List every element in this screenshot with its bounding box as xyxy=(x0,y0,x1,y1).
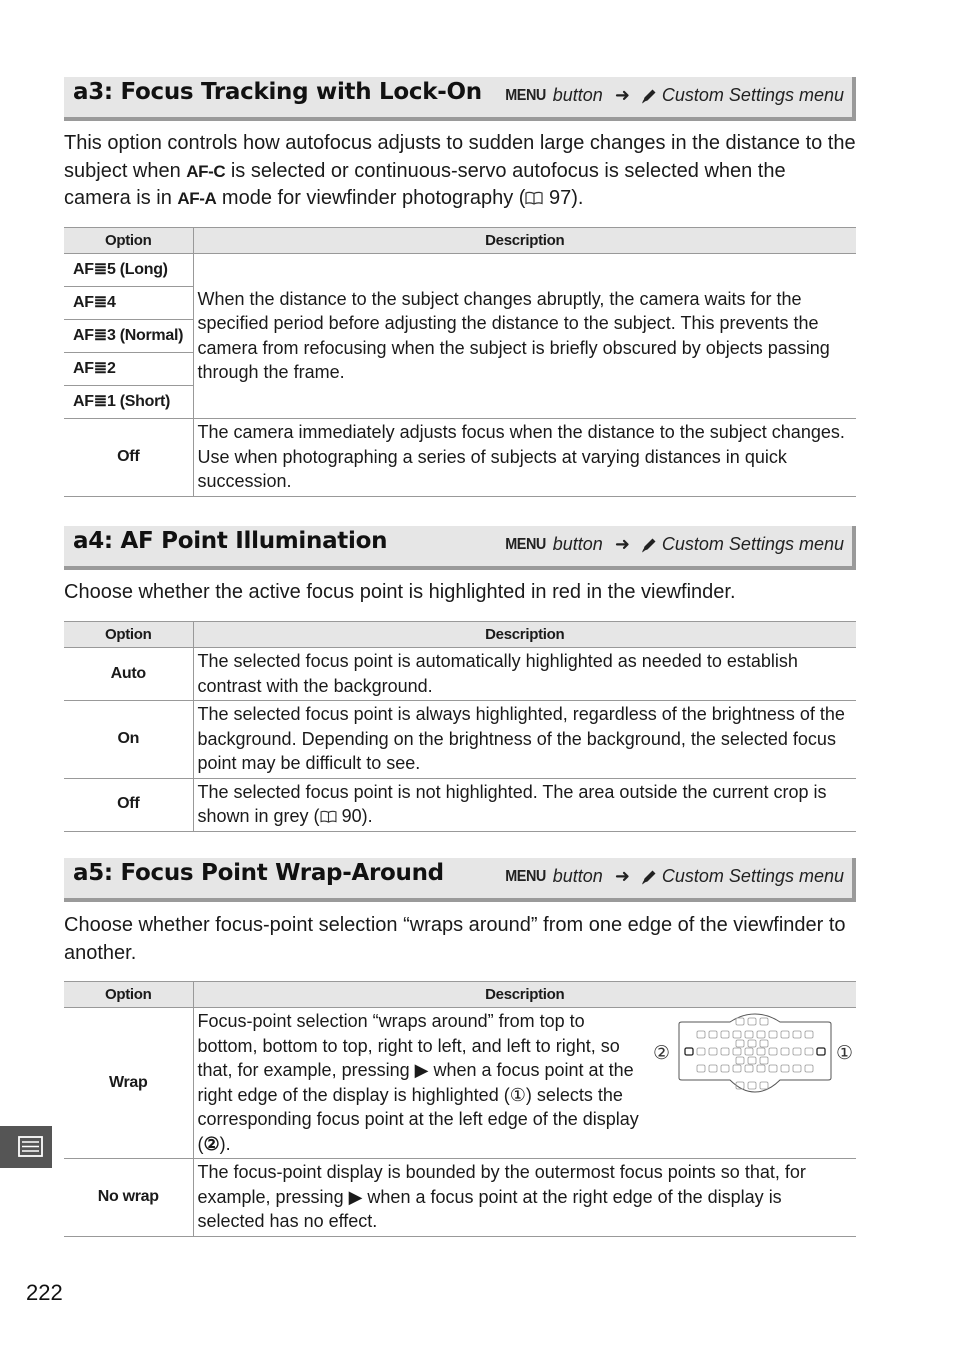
focus-point xyxy=(760,1082,768,1089)
page-number: 222 xyxy=(26,1280,63,1305)
menu-path xyxy=(503,866,844,887)
af-delay-symbol: AF≣ xyxy=(73,359,107,377)
section-title: a4: AF Point Illumination xyxy=(73,528,388,554)
pencil-icon xyxy=(640,87,658,105)
section-title: a5: Focus Point Wrap-Around xyxy=(73,860,444,886)
menu-name: Custom Settings menu xyxy=(661,866,844,886)
option-cell xyxy=(64,386,193,419)
intro-text: mode for viewfinder photography ( xyxy=(216,187,526,209)
a3-options-table xyxy=(64,227,856,497)
focus-point xyxy=(781,1031,789,1038)
focus-point xyxy=(793,1031,801,1038)
option-auto: Auto xyxy=(64,648,193,701)
focus-point xyxy=(736,1040,744,1047)
col-description: Description xyxy=(193,228,856,254)
focus-point xyxy=(757,1065,765,1072)
focus-point xyxy=(721,1048,729,1055)
right-arrow-icon: ▶ xyxy=(414,1060,429,1080)
focus-point xyxy=(697,1031,705,1038)
focus-point xyxy=(745,1048,753,1055)
focus-point xyxy=(709,1031,717,1038)
option-cell xyxy=(64,353,193,386)
col-description: Description xyxy=(193,622,856,648)
afa-mode: AF-A xyxy=(177,189,217,208)
focus-point xyxy=(793,1065,801,1072)
afc-mode: AF-C xyxy=(186,161,226,181)
arrow-icon: ➜ xyxy=(614,85,630,106)
arrow-icon: ➜ xyxy=(614,534,630,555)
desc-text: The selected focus point is not highlighted. The area outside the current crop is shown in grey ( xyxy=(197,781,827,826)
focus-point xyxy=(748,1082,756,1089)
col-option: Option xyxy=(64,982,193,1008)
page-ref: 97 xyxy=(549,187,572,209)
focus-point xyxy=(748,1018,756,1025)
desc-text: when a focus point at the right edge of the display is highlighted ( xyxy=(197,1060,634,1105)
section-header-a5 xyxy=(64,858,856,902)
option-cell xyxy=(64,287,193,320)
option-label: 4 xyxy=(107,293,116,311)
focus-point xyxy=(721,1031,729,1038)
focus-point xyxy=(769,1065,777,1072)
af-delay-symbol: AF≣ xyxy=(73,392,107,410)
focus-point xyxy=(805,1031,813,1038)
button-word: button xyxy=(552,534,603,554)
description-off xyxy=(193,778,856,831)
diagram-marker-2: ② xyxy=(653,1042,671,1064)
focus-point xyxy=(760,1018,768,1025)
section-header-a3 xyxy=(64,77,856,121)
description-off: The camera immediately adjusts focus when the distance to the subject changes. Use when photographing a series of subjects at varying distances in quick succession. xyxy=(193,419,856,497)
wrap-text xyxy=(198,1009,640,1156)
focus-point xyxy=(769,1031,777,1038)
a4-intro: Choose whether the active focus point is highlighted in red in the viewfinder. xyxy=(64,581,736,603)
focus-point-diagram xyxy=(652,1012,858,1094)
option-off: Off xyxy=(64,778,193,831)
focus-point xyxy=(697,1065,705,1072)
arrow-icon: ➜ xyxy=(614,866,630,887)
focus-point xyxy=(736,1018,744,1025)
right-arrow-icon: ▶ xyxy=(348,1186,363,1207)
af-delay-symbol: AF≣ xyxy=(73,326,107,344)
focus-point xyxy=(733,1048,741,1055)
col-option: Option xyxy=(64,228,193,254)
menu-label: MENU xyxy=(504,86,546,104)
focus-point xyxy=(757,1031,765,1038)
focus-point xyxy=(733,1031,741,1038)
menu-name: Custom Settings menu xyxy=(661,85,844,105)
diagram-marker-1: ① xyxy=(836,1042,854,1064)
a5-intro: Choose whether focus-point selection “wraps around” from one edge of the viewfinder to another. xyxy=(64,914,846,964)
desc-text: The focus-point display is bounded by the outermost focus points so that, for example, pressing xyxy=(197,1162,806,1207)
page-ref: 90 xyxy=(341,806,362,826)
focus-point xyxy=(748,1040,756,1047)
focus-point xyxy=(769,1048,777,1055)
option-on: On xyxy=(64,701,193,779)
option-off: Off xyxy=(64,419,193,497)
intro-text: This option controls how autofocus adjusts to sudden large changes in the distance to the subject when xyxy=(64,132,856,182)
focus-point xyxy=(697,1048,705,1055)
focus-point xyxy=(793,1048,801,1055)
col-description: Description xyxy=(193,982,856,1008)
desc-text: ) selects the corresponding focus point at the left edge of the display ( xyxy=(197,1084,639,1154)
focus-point xyxy=(781,1048,789,1055)
option-cell xyxy=(64,254,193,287)
section-tab xyxy=(0,1126,52,1168)
option-label: 3 (Normal) xyxy=(107,326,184,344)
menu-path xyxy=(503,534,844,555)
description-no-wrap xyxy=(193,1159,856,1237)
focus-point xyxy=(760,1040,768,1047)
desc-text: ). xyxy=(219,1133,231,1154)
desc-text: Focus-point selection “wraps around” from top to bottom, bottom to top, right to left, and left to right, so that, for example, pressing xyxy=(197,1011,620,1080)
af-delay-symbol: AF≣ xyxy=(73,293,107,311)
option-no-wrap: No wrap xyxy=(64,1159,193,1237)
section-header-a4 xyxy=(64,526,856,570)
focus-point xyxy=(733,1065,741,1072)
focus-point xyxy=(748,1057,756,1064)
a4-options-table xyxy=(64,621,856,832)
menu-path xyxy=(503,85,844,106)
desc-text: ). xyxy=(361,806,373,826)
menu-list-icon xyxy=(0,1126,52,1168)
focus-point xyxy=(736,1057,744,1064)
col-option: Option xyxy=(64,622,193,648)
option-wrap: Wrap xyxy=(64,1008,193,1159)
book-icon xyxy=(320,810,337,823)
focus-point xyxy=(745,1031,753,1038)
focus-point xyxy=(757,1048,765,1055)
focus-point xyxy=(709,1065,717,1072)
focus-point xyxy=(721,1065,729,1072)
button-word: button xyxy=(552,866,603,886)
option-label: 5 (Long) xyxy=(107,260,168,278)
menu-label: MENU xyxy=(504,535,546,553)
focus-point xyxy=(781,1065,789,1072)
option-cell xyxy=(64,320,193,353)
intro-text: is selected or continuous-servo autofocus is selected when the camera is in xyxy=(64,159,786,209)
description-on: The selected focus point is always highlighted, regardless of the brightness of the background. Depending on the brightness of the background, the selected focus point may be difficult to see. xyxy=(193,701,856,779)
marker-1: ① xyxy=(509,1084,526,1105)
menu-label: MENU xyxy=(504,867,546,885)
pencil-icon xyxy=(640,536,658,554)
desc-text: when a focus point at the right edge of the display is selected has no effect. xyxy=(197,1186,782,1231)
af-delay-symbol: AF≣ xyxy=(73,260,107,278)
focus-point xyxy=(745,1065,753,1072)
intro-text: ). xyxy=(571,187,584,209)
option-label: 2 xyxy=(107,359,116,377)
option-label: 1 (Short) xyxy=(107,392,171,410)
focus-point xyxy=(709,1048,717,1055)
focus-point xyxy=(805,1048,813,1055)
button-word: button xyxy=(552,85,603,105)
pencil-icon xyxy=(640,868,658,886)
section-title: a3: Focus Tracking with Lock-On xyxy=(73,79,482,105)
description-auto: The selected focus point is automatically highlighted as needed to establish contrast with the background. xyxy=(193,648,856,701)
focus-point xyxy=(760,1057,768,1064)
focus-point xyxy=(805,1065,813,1072)
shared-description: When the distance to the subject changes abruptly, the camera waits for the specified period before adjusting the distance to the subject. This prevents the camera from refocusing when the subject is briefly obscured by objects passing through the frame. xyxy=(193,254,856,419)
menu-name: Custom Settings menu xyxy=(661,534,844,554)
book-icon xyxy=(525,191,543,205)
a3-intro xyxy=(64,130,856,213)
marker-2: ② xyxy=(203,1133,220,1154)
